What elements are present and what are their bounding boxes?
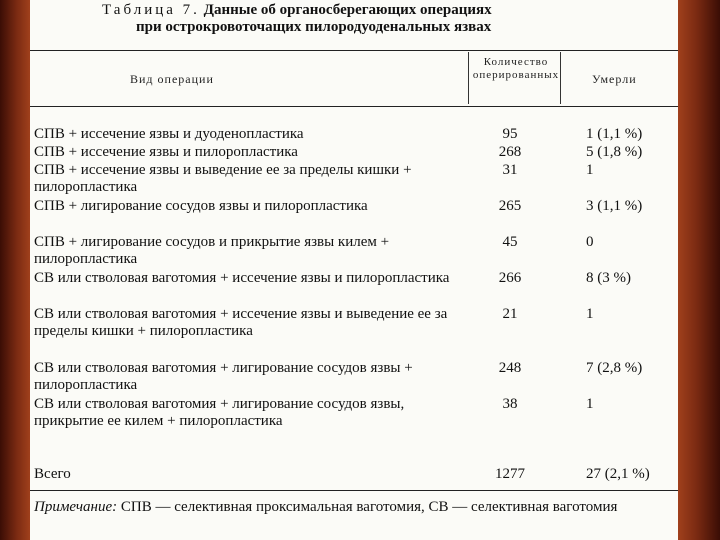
table-title-line1: Данные об органосберегающих операциях	[203, 2, 492, 18]
header-top-rule	[30, 50, 678, 51]
note-text: СПВ — селективная проксимальная ваготомия, СВ — селективная ваготомия	[120, 499, 618, 515]
total-count: 1277	[495, 466, 525, 482]
row-count: 31	[502, 162, 518, 178]
table-number: Таблица 7.	[102, 2, 200, 18]
row-died: 1	[586, 306, 594, 322]
total-died: 27 (2,1 %)	[586, 466, 650, 482]
row-operation: СПВ + иссечение язвы и дуоденопластика	[34, 126, 304, 142]
table-note	[34, 499, 674, 516]
row-count: 95	[502, 126, 518, 142]
row-count: 38	[502, 396, 518, 412]
row-operation: СВ или стволовая ваготомия + лигирование сосудов язвы, прикрытие ее килем + пилоропластика	[34, 396, 405, 429]
row-operation: СПВ + лигирование сосудов и прикрытие язвы килем + пилоропластика	[34, 234, 390, 267]
header-died: Умерли	[592, 72, 637, 86]
row-count: 268	[498, 144, 522, 160]
row-count: 45	[502, 234, 518, 250]
table-title-line2: при острокровоточащих пилородуоденальных язвах	[136, 19, 492, 35]
table-title	[102, 2, 642, 36]
row-operation: СВ или стволовая ваготомия + лигирование сосудов язвы + пилоропластика	[34, 360, 413, 393]
row-died: 1	[586, 162, 594, 178]
note-label: Примечание:	[34, 499, 118, 515]
row-count: 21	[502, 306, 518, 322]
header-operation: Вид операции	[130, 72, 214, 86]
header-divider-1	[468, 52, 469, 104]
footer-rule	[30, 490, 678, 491]
slide-frame-right	[678, 0, 720, 540]
row-count: 265	[498, 198, 522, 214]
row-count: 266	[498, 270, 522, 286]
row-died: 5 (1,8 %)	[586, 144, 643, 160]
row-count: 248	[498, 360, 522, 376]
row-operation: СПВ + лигирование сосудов язвы и пилоропластика	[34, 198, 368, 214]
row-died: 7 (2,8 %)	[586, 360, 643, 376]
row-operation: СПВ + иссечение язвы и пилоропластика	[34, 144, 298, 160]
row-died: 3 (1,1 %)	[586, 198, 643, 214]
row-died: 0	[586, 234, 594, 250]
row-died: 1 (1,1 %)	[586, 126, 643, 142]
header-count: Количество оперированных	[472, 56, 560, 81]
slide-frame-left	[0, 0, 30, 540]
row-operation: СВ или стволовая ваготомия + иссечение язвы и пилоропластика	[34, 270, 450, 286]
header-bottom-rule	[30, 106, 678, 107]
row-operation: СПВ + иссечение язвы и выведение ее за пределы кишки + пилоропластика	[34, 162, 412, 195]
row-died: 8 (3 %)	[586, 270, 631, 286]
row-operation: СВ или стволовая ваготомия + иссечение язвы и выведение ее за пределы кишки + пилоропластика	[34, 306, 448, 339]
total-label: Всего	[34, 466, 71, 482]
row-died: 1	[586, 396, 594, 412]
scanned-table-page	[30, 0, 678, 540]
